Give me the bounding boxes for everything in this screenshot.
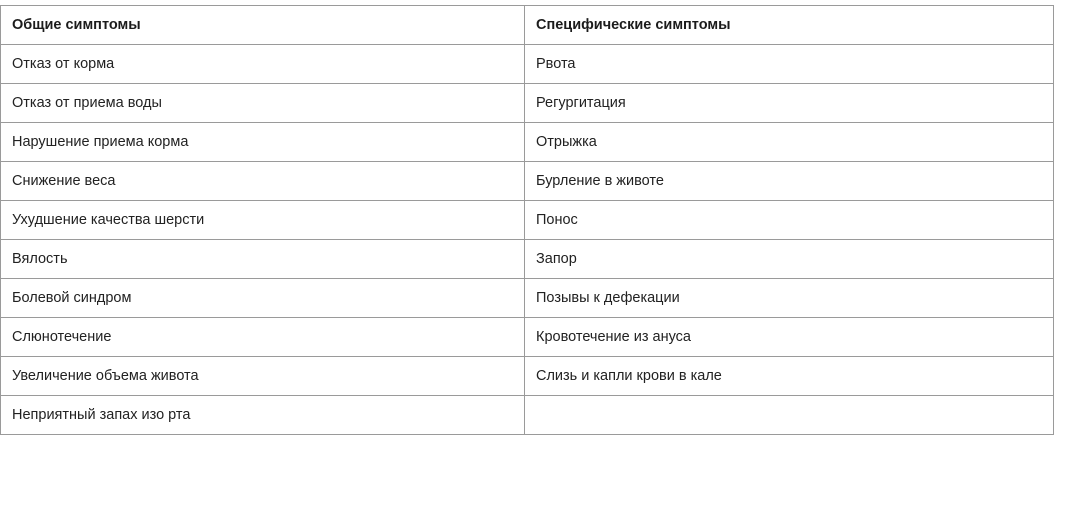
- specific-symptom-cell: Позывы к дефекации: [525, 279, 1054, 318]
- specific-symptom-cell: Регургитация: [525, 84, 1054, 123]
- header-specific-symptoms: Специфические симптомы: [525, 6, 1054, 45]
- table-row: [1, 84, 1054, 123]
- specific-symptom-cell: Отрыжка: [525, 123, 1054, 162]
- general-symptom-cell: Увеличение объема живота: [1, 357, 525, 396]
- general-symptom-cell: Слюнотечение: [1, 318, 525, 357]
- table-row: [1, 357, 1054, 396]
- specific-symptom-cell: Запор: [525, 240, 1054, 279]
- specific-symptom-cell: Слизь и капли крови в кале: [525, 357, 1054, 396]
- table-header-row: [1, 6, 1054, 45]
- specific-symptom-cell: Бурление в животе: [525, 162, 1054, 201]
- table-row: [1, 45, 1054, 84]
- specific-symptom-cell: Рвота: [525, 45, 1054, 84]
- general-symptom-cell: Нарушение приема корма: [1, 123, 525, 162]
- general-symptom-cell: Болевой синдром: [1, 279, 525, 318]
- specific-symptom-cell: Кровотечение из ануса: [525, 318, 1054, 357]
- table-row: [1, 240, 1054, 279]
- general-symptom-cell: Отказ от приема воды: [1, 84, 525, 123]
- header-general-symptoms: Общие симптомы: [1, 6, 525, 45]
- specific-symptom-cell-empty: [525, 396, 1054, 435]
- table-row: [1, 123, 1054, 162]
- general-symptom-cell: Неприятный запах изо рта: [1, 396, 525, 435]
- general-symptom-cell: Снижение веса: [1, 162, 525, 201]
- general-symptom-cell: Отказ от корма: [1, 45, 525, 84]
- symptoms-table: [0, 5, 1054, 435]
- general-symptom-cell: Ухудшение качества шерсти: [1, 201, 525, 240]
- table-row: [1, 396, 1054, 435]
- table-row: [1, 279, 1054, 318]
- specific-symptom-cell: Понос: [525, 201, 1054, 240]
- general-symptom-cell: Вялость: [1, 240, 525, 279]
- table-row: [1, 162, 1054, 201]
- table-row: [1, 318, 1054, 357]
- table-row: [1, 201, 1054, 240]
